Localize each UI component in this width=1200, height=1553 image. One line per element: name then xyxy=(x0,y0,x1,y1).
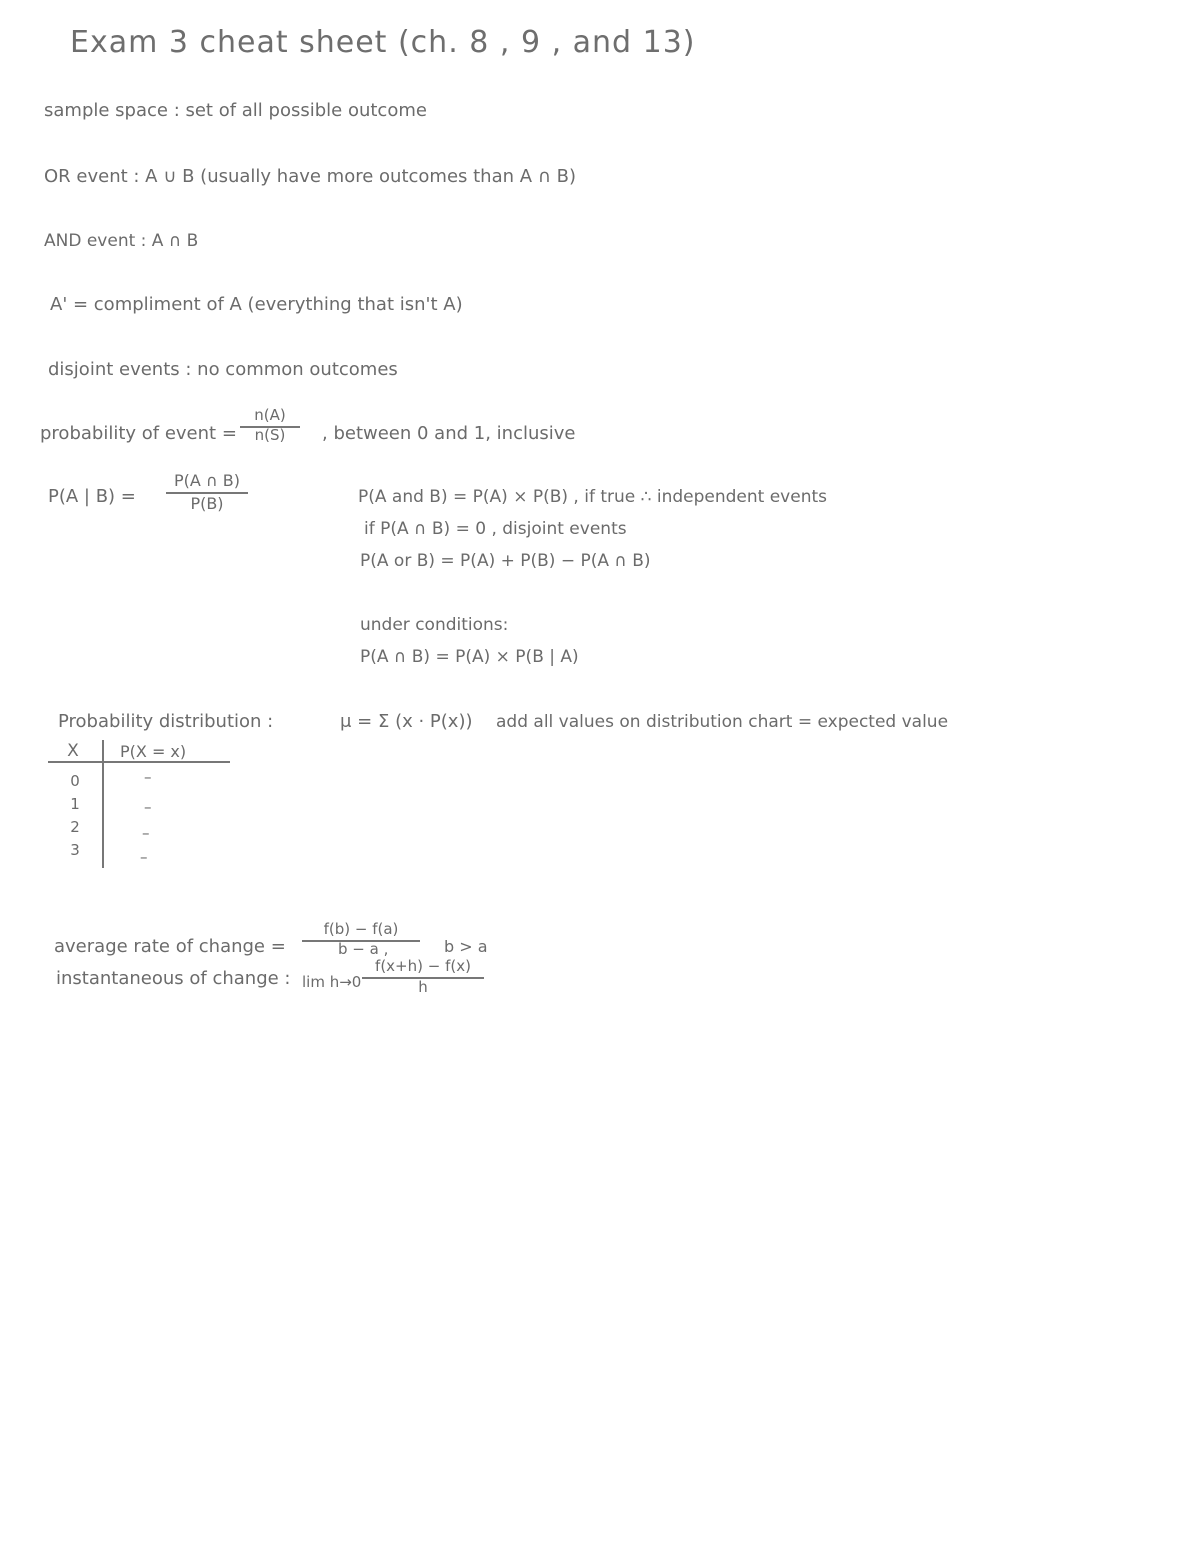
probability-numerator: n(A) xyxy=(254,406,286,424)
probability-note: , between 0 and 1, inclusive xyxy=(322,423,576,444)
multiplication-rule: P(A ∩ B) = P(A) × P(B | A) xyxy=(360,647,579,667)
distribution-label: Probability distribution : xyxy=(58,711,274,732)
average-rate-condition: b > a xyxy=(444,937,488,956)
instantaneous-denominator: h xyxy=(418,978,428,996)
table-row-p: – xyxy=(144,798,152,816)
under-conditions-label: under conditions: xyxy=(360,615,509,635)
instantaneous-limit: lim h→0 xyxy=(302,973,362,991)
table-row-x: 3 xyxy=(70,841,80,859)
table-row-x: 1 xyxy=(70,795,80,813)
conditional-label: P(A | B) = xyxy=(48,486,136,507)
or-event-line: OR event : A ∪ B (usually have more outcomes than A ∩ B) xyxy=(44,166,577,187)
complement-line: A' = compliment of A (everything that isn't A) xyxy=(50,294,463,315)
table-header-rule xyxy=(48,761,230,763)
table-row-p: – xyxy=(142,824,150,842)
page-title: Exam 3 cheat sheet (ch. 8 , 9 , and 13) xyxy=(70,25,696,60)
expected-value-note: add all values on distribution chart = expected value xyxy=(496,712,949,732)
average-rate-numerator: f(b) − f(a) xyxy=(323,920,399,938)
table-row-p: – xyxy=(144,768,152,786)
table-row-x: 0 xyxy=(70,772,80,790)
table-header-x: X xyxy=(67,741,79,761)
independent-rule: P(A and B) = P(A) × P(B) , if true ∴ independent events xyxy=(358,487,828,507)
disjoint-line: disjoint events : no common outcomes xyxy=(48,359,398,380)
or-rule: P(A or B) = P(A) + P(B) − P(A ∩ B) xyxy=(360,551,651,571)
table-header-p: P(X = x) xyxy=(120,742,187,761)
table-row-p: – xyxy=(140,848,148,866)
probability-denominator: n(S) xyxy=(254,426,286,444)
disjoint-rule: if P(A ∩ B) = 0 , disjoint events xyxy=(364,519,627,539)
expected-value-formula: μ = Σ (x · P(x)) xyxy=(340,711,473,732)
instantaneous-rate-label: instantaneous of change : xyxy=(56,968,291,989)
conditional-numerator: P(A ∩ B) xyxy=(174,471,240,490)
instantaneous-numerator: f(x+h) − f(x) xyxy=(375,957,471,975)
sample-space-line: sample space : set of all possible outcome xyxy=(44,100,427,121)
conditional-denominator: P(B) xyxy=(190,494,224,513)
average-rate-denominator: b − a , xyxy=(338,940,389,958)
probability-of-event-label: probability of event = xyxy=(40,423,237,444)
table-row-x: 2 xyxy=(70,818,80,836)
and-event-line: AND event : A ∩ B xyxy=(44,231,199,251)
table-column-divider xyxy=(102,740,104,868)
average-rate-label: average rate of change = xyxy=(54,936,286,957)
